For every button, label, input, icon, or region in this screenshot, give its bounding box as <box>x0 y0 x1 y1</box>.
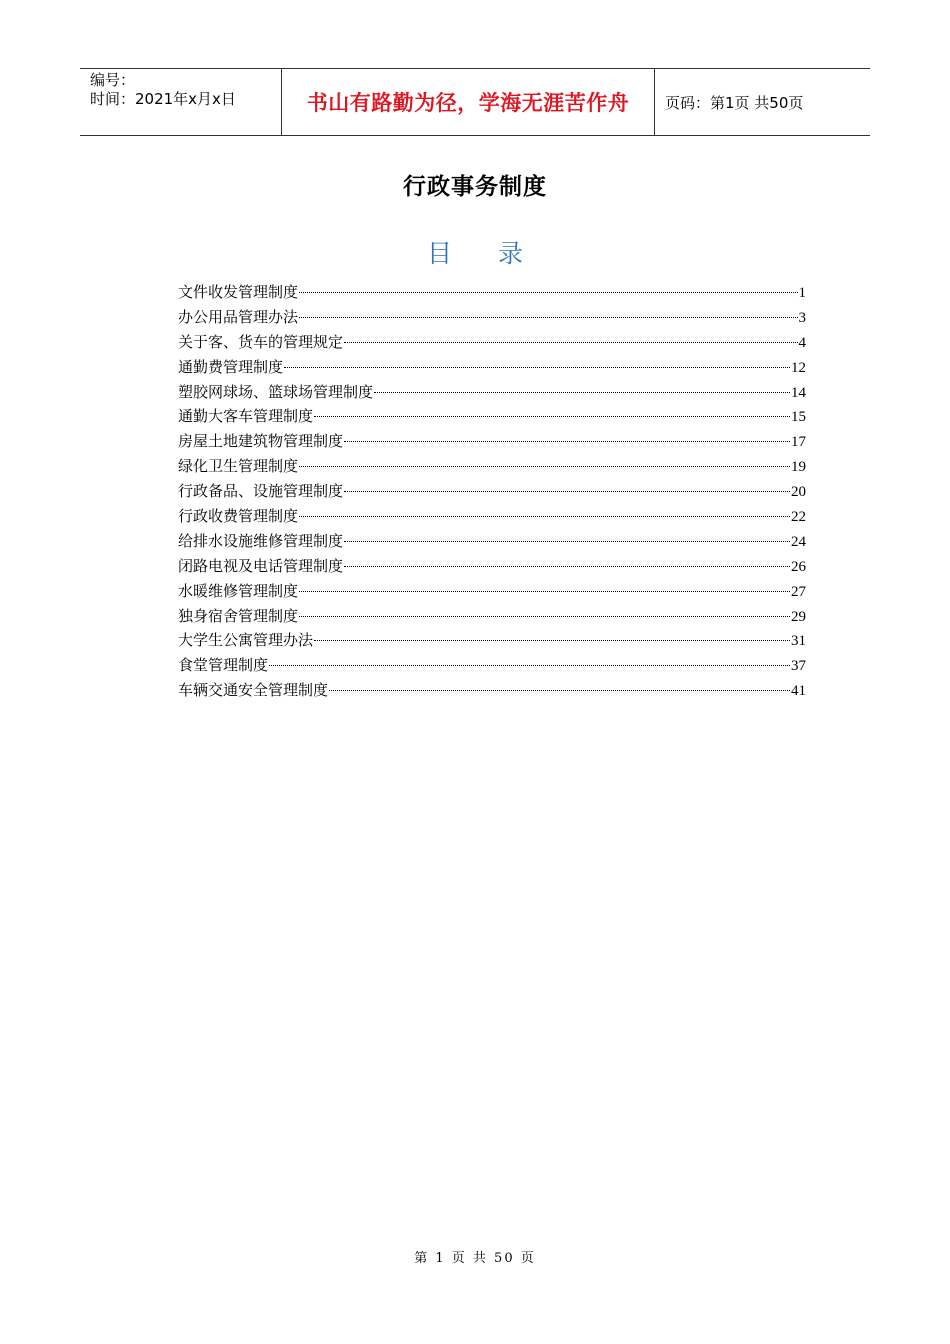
toc-entry[interactable] <box>178 529 806 554</box>
toc-entry-page-number[interactable]: 41 <box>791 683 806 700</box>
toc-entry[interactable] <box>178 305 806 330</box>
toc-dot-leader <box>374 392 790 393</box>
toc-dot-leader <box>344 441 790 442</box>
document-title: 行政事务制度 <box>403 174 547 200</box>
toc-entry-page-number[interactable]: 26 <box>791 558 806 575</box>
toc-entry-page-number[interactable]: 14 <box>791 384 806 401</box>
toc-entry-label[interactable]: 给排水设施维修管理制度 <box>178 531 344 550</box>
document-number-label: 编号： <box>90 71 136 89</box>
toc-dot-leader <box>299 591 790 592</box>
toc-dot-leader <box>299 292 797 293</box>
toc-dot-leader <box>299 317 797 318</box>
toc-dot-leader <box>329 690 790 691</box>
toc-entry-page-number[interactable]: 15 <box>791 409 806 426</box>
toc-entry-label[interactable]: 水暖维修管理制度 <box>178 581 299 600</box>
toc-entry-page-number[interactable]: 1 <box>798 285 806 301</box>
toc-entry-page-number[interactable]: 24 <box>791 533 806 550</box>
toc-entry-label[interactable]: 通勤费管理制度 <box>178 357 284 376</box>
toc-entry-label[interactable]: 办公用品管理办法 <box>178 307 299 326</box>
toc-dot-leader <box>284 367 790 368</box>
toc-dot-leader <box>344 541 790 542</box>
toc-entry[interactable] <box>178 380 806 405</box>
toc-entry-page-number[interactable]: 3 <box>798 309 806 326</box>
toc-heading: 目录 <box>426 239 569 268</box>
toc-entry-label[interactable]: 食堂管理制度 <box>178 656 269 675</box>
document-date: 时间：2021年x月x日 <box>90 90 236 108</box>
toc-entry[interactable] <box>178 628 806 653</box>
toc-entry-page-number[interactable]: 22 <box>791 509 806 526</box>
toc-entry-label[interactable]: 塑胶网球场、篮球场管理制度 <box>178 382 374 401</box>
toc-entry[interactable] <box>178 678 806 703</box>
toc-entry[interactable] <box>178 604 806 629</box>
table-of-contents <box>178 280 806 703</box>
toc-entry[interactable] <box>178 404 806 429</box>
toc-entry-page-number[interactable]: 12 <box>791 359 806 376</box>
page-footer: 第 1 页 共 50 页 <box>414 1251 536 1266</box>
toc-entry-label[interactable]: 房屋土地建筑物管理制度 <box>178 432 344 451</box>
toc-entry-page-number[interactable]: 20 <box>791 484 806 501</box>
header-meta <box>80 69 281 135</box>
toc-entry-page-number[interactable]: 27 <box>791 583 806 600</box>
toc-entry[interactable] <box>178 479 806 504</box>
toc-dot-leader <box>299 466 790 467</box>
toc-entry-label[interactable]: 大学生公寓管理办法 <box>178 631 314 650</box>
toc-dot-leader <box>314 640 790 641</box>
toc-entry-label[interactable]: 闭路电视及电话管理制度 <box>178 556 344 575</box>
header-motto: 书山有路勤为径，学海无涯苦作舟 <box>281 69 655 135</box>
toc-dot-leader <box>299 616 790 617</box>
toc-dot-leader <box>269 665 790 666</box>
toc-entry[interactable] <box>178 653 806 678</box>
toc-entry[interactable] <box>178 579 806 604</box>
toc-dot-leader <box>344 491 790 492</box>
header-page-info: 页码：第1页 共50页 <box>665 93 804 112</box>
toc-entry[interactable] <box>178 280 806 305</box>
toc-entry-label[interactable]: 绿化卫生管理制度 <box>178 457 299 476</box>
toc-entry-label[interactable]: 文件收发管理制度 <box>178 283 299 301</box>
toc-dot-leader <box>314 416 790 417</box>
toc-dot-leader <box>344 566 790 567</box>
toc-entry-label[interactable]: 行政收费管理制度 <box>178 507 299 526</box>
toc-entry-label[interactable]: 关于客、货车的管理规定 <box>178 332 344 351</box>
toc-entry-label[interactable]: 行政备品、设施管理制度 <box>178 482 344 501</box>
toc-dot-leader <box>344 342 797 343</box>
toc-entry[interactable] <box>178 454 806 479</box>
toc-dot-leader <box>299 516 790 517</box>
page-header <box>80 68 870 136</box>
toc-entry-label[interactable]: 通勤大客车管理制度 <box>178 407 314 426</box>
toc-entry[interactable] <box>178 504 806 529</box>
toc-entry-label[interactable]: 独身宿舍管理制度 <box>178 606 299 625</box>
toc-entry[interactable] <box>178 330 806 355</box>
toc-entry-page-number[interactable]: 37 <box>791 658 806 675</box>
toc-entry[interactable] <box>178 554 806 579</box>
toc-entry-label[interactable]: 车辆交通安全管理制度 <box>178 681 329 700</box>
toc-entry-page-number[interactable]: 19 <box>791 459 806 476</box>
toc-entry[interactable] <box>178 355 806 380</box>
toc-entry-page-number[interactable]: 4 <box>798 334 806 351</box>
toc-entry-page-number[interactable]: 17 <box>791 434 806 451</box>
toc-entry-page-number[interactable]: 29 <box>791 608 806 625</box>
toc-entry-page-number[interactable]: 31 <box>791 633 806 650</box>
toc-entry[interactable] <box>178 429 806 454</box>
